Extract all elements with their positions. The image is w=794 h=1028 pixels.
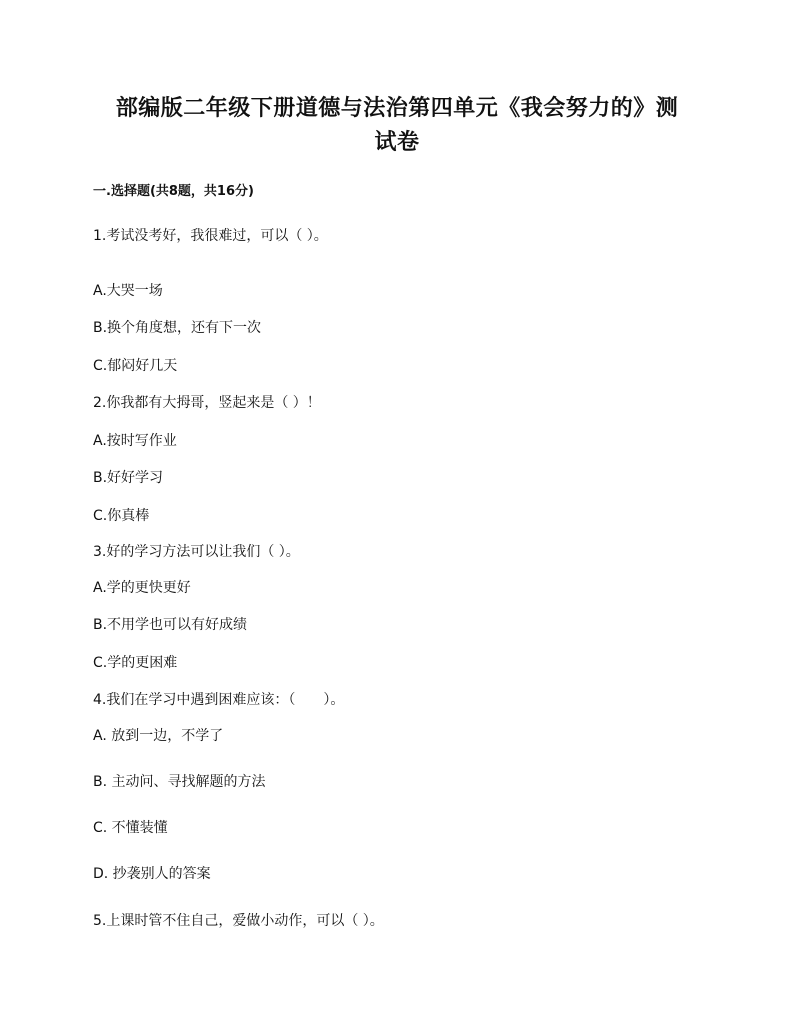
page-title [80, 92, 714, 160]
question-1-option-c: C.郁闷好几天 [93, 358, 178, 374]
question-4-stem: 4.我们在学习中遇到困难应该：（ ）。 [93, 692, 345, 708]
question-4-option-b: B. 主动问、寻找解题的方法 [93, 774, 266, 790]
question-4-option-a: A. 放到一边，不学了 [93, 728, 224, 744]
question-5-stem: 5.上课时管不住自己，爱做小动作，可以（ ）。 [93, 913, 384, 929]
question-4-option-c: C. 不懂装懂 [93, 820, 168, 836]
question-2-option-a: A.按时写作业 [93, 433, 177, 449]
question-2-option-b: B.好好学习 [93, 470, 164, 486]
question-3-option-a: A.学的更快更好 [93, 580, 191, 596]
page-title-line-2: 试卷 [374, 130, 420, 155]
page-title-line-1: 部编版二年级下册道德与法治第四单元《我会努力的》测 [115, 96, 679, 121]
question-1-stem: 1.考试没考好，我很难过，可以（ ）。 [93, 228, 328, 244]
section-heading: 一.选择题(共8题，共16分) [93, 184, 254, 199]
question-1-option-b: B.换个角度想，还有下一次 [93, 320, 262, 336]
question-2-stem: 2.你我都有大拇哥，竖起来是（ ）！ [93, 395, 321, 411]
question-4-option-d: D. 抄袭别人的答案 [93, 866, 211, 882]
question-3-option-c: C.学的更困难 [93, 655, 178, 671]
question-3-option-b: B.不用学也可以有好成绩 [93, 617, 248, 633]
question-2-option-c: C.你真棒 [93, 508, 150, 524]
question-3-stem: 3.好的学习方法可以让我们（ ）。 [93, 544, 300, 560]
question-1-option-a: A.大哭一场 [93, 283, 163, 299]
